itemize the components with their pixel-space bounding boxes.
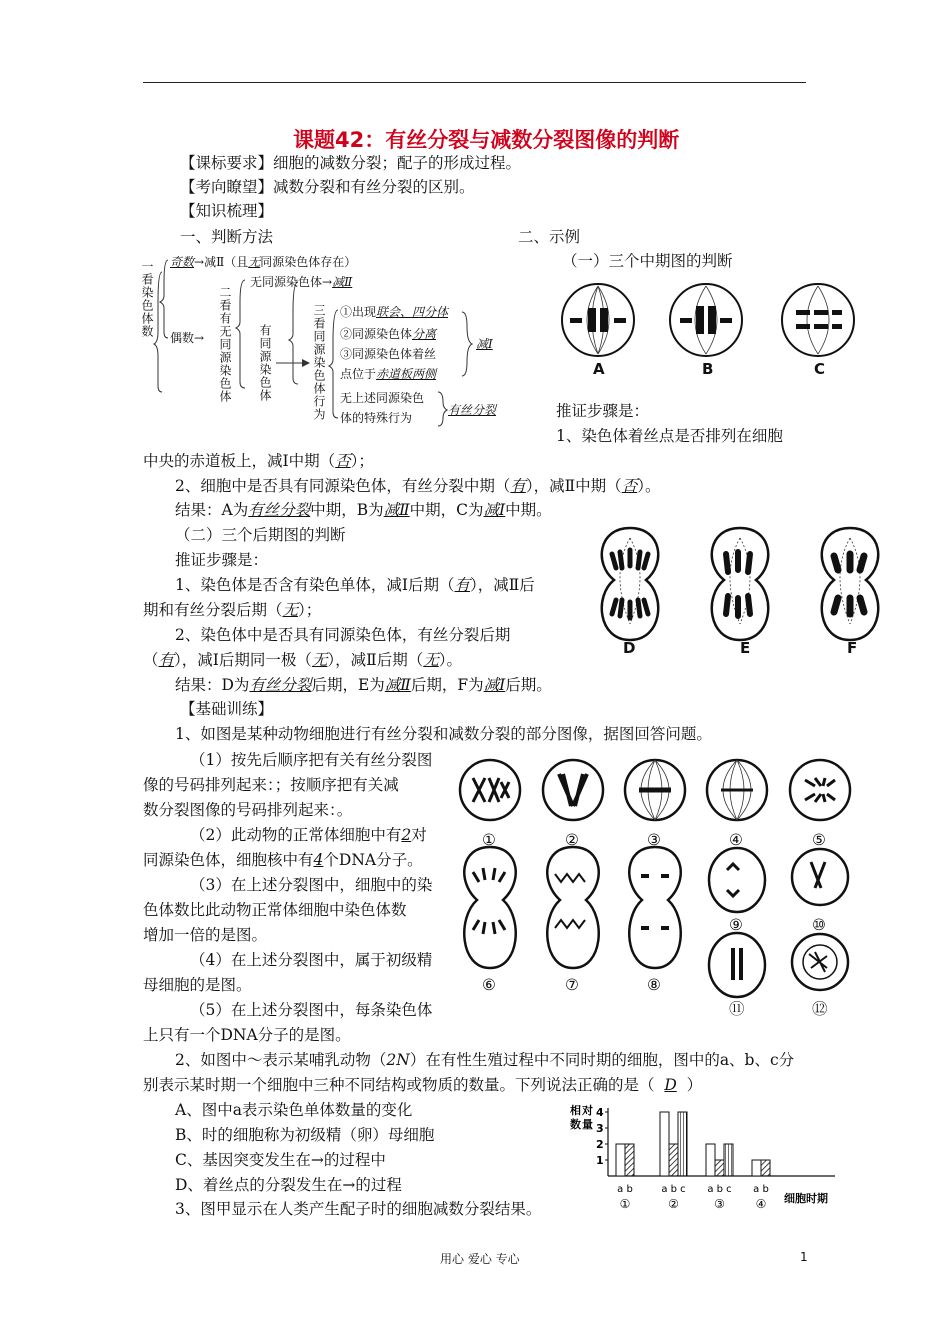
cell-c xyxy=(782,284,854,356)
q1-1a: （1）按先后顺序把有关有丝分裂图 xyxy=(190,751,433,769)
cell-2 xyxy=(543,760,603,820)
step-three-label: 三看同源染色体行为 xyxy=(312,304,326,421)
q1-1b: 像的号码排列起来：；按顺序把有关减 xyxy=(143,776,399,794)
mitosis-result: 有丝分裂 xyxy=(448,403,497,417)
q1-4b: 母细胞的是图。 xyxy=(143,976,252,994)
chart-ylabel-char: 相 xyxy=(570,1104,581,1117)
group-label: ③ xyxy=(714,1197,725,1211)
cell-12 xyxy=(792,934,848,990)
q1-1c: 数分裂图像的号码排列起来：。 xyxy=(143,801,353,819)
cell-11 xyxy=(709,933,765,997)
result2-line: 结果：D为有丝分裂后期，E为减Ⅱ后期，F为减Ⅰ后期。 xyxy=(175,676,552,694)
chart-ylabel xyxy=(570,1103,593,1131)
step-two-label: 二看有无同源染色体 xyxy=(218,286,232,403)
bar xyxy=(669,1144,678,1176)
option-c: C、基因突变发生在→的过程中 xyxy=(175,1151,386,1169)
q1-5b: 上只有一个DNA分子的是图。 xyxy=(143,1026,351,1044)
knowledge-heading: 【知识梳理】 xyxy=(180,202,274,220)
cell-b xyxy=(670,284,742,356)
even-branch: 偶数→ xyxy=(170,331,205,345)
q1-text: 1、如图是某种动物细胞进行有丝分裂和减数分裂的部分图像，据图回答问题。 xyxy=(175,725,712,743)
q1-3b: 色体数比此动物正常体细胞中染色体数 xyxy=(143,901,407,919)
cell-10 xyxy=(792,849,848,905)
cell-num-1: ① xyxy=(482,831,496,849)
category-letters: a b xyxy=(753,1184,769,1195)
cell-d xyxy=(602,528,658,640)
y-tick-label: 2 xyxy=(596,1138,604,1151)
bar xyxy=(715,1160,724,1176)
option-d: D、着丝点的分裂发生在→的过程 xyxy=(175,1176,402,1194)
s22-line2: （有），减Ⅰ后期同一极（无），减Ⅱ后期（无）。 xyxy=(143,651,462,669)
page-number: 1 xyxy=(800,1250,808,1264)
bar xyxy=(706,1144,715,1176)
cell-4 xyxy=(707,760,767,820)
q1-3a: （3）在上述分裂图中，细胞中的染 xyxy=(190,876,433,894)
cell-num-3: ③ xyxy=(647,831,661,849)
cell-9 xyxy=(709,848,765,912)
category-letters: a b c xyxy=(661,1184,686,1195)
curriculum-requirement: 【课标要求】细胞的减数分裂；配子的形成过程。 xyxy=(180,154,522,172)
cell-7 xyxy=(547,847,598,968)
steps-label-2: 推证步骤是： xyxy=(175,551,269,569)
bar xyxy=(625,1144,634,1176)
footer-center: 用心 爱心 专心 xyxy=(440,1252,520,1266)
behavior-3a: ③同源染色体着丝 xyxy=(340,347,437,361)
training-heading: 【基础训练】 xyxy=(180,700,274,718)
bar xyxy=(616,1144,625,1176)
q2-line1: 2、如图中～表示某哺乳动物（2N）在有性生殖过程中不同时期的细胞，图中的a、b、c分 xyxy=(175,1051,795,1069)
group-label: ④ xyxy=(755,1197,767,1211)
result1-line: 结果：A为有丝分裂中期，B为减Ⅱ中期，C为减Ⅰ中期。 xyxy=(175,501,552,519)
group-label: ① xyxy=(619,1197,631,1211)
cell-num-5: ⑤ xyxy=(812,831,826,849)
group-label: ② xyxy=(668,1197,679,1211)
exam-outlook: 【考向瞭望】减数分裂和有丝分裂的区别。 xyxy=(180,178,475,196)
cell-num-2: ② xyxy=(565,831,579,849)
chart-bars xyxy=(616,1112,770,1211)
label-f: F xyxy=(847,639,858,657)
anaphase-subheading: （二）三个后期图的判断 xyxy=(175,526,346,544)
y-tick-label: 3 xyxy=(596,1122,604,1135)
label-a: A xyxy=(593,360,605,378)
cell-5 xyxy=(790,760,850,820)
odd-branch: 奇数→减Ⅱ（且无同源染色体存在） xyxy=(170,255,357,269)
q3-text: 3、图甲显示在人类产生配子时的细胞减数分裂结果。 xyxy=(175,1200,542,1218)
metaphase-subheading: （一）三个中期图的判断 xyxy=(562,252,733,270)
cell-num-4: ④ xyxy=(729,831,743,849)
step2-line: 2、细胞中是否具有同源染色体，有丝分裂中期（有），减Ⅱ中期（否）。 xyxy=(175,477,661,495)
chart-ylabel-char: 对 xyxy=(582,1104,593,1117)
q1-3c: 增加一倍的是图。 xyxy=(143,926,268,944)
cell-1 xyxy=(460,760,520,820)
no-homolog-branch: 无同源染色体→减Ⅱ xyxy=(250,275,353,289)
method-heading: 一、判断方法 xyxy=(180,228,274,246)
cell-num-12: ⑫ xyxy=(812,1000,828,1018)
bar xyxy=(752,1160,761,1176)
label-b: B xyxy=(702,360,714,378)
behavior-4b: 体的特殊行为 xyxy=(340,411,413,425)
q1-4a: （4）在上述分裂图中，属于初级精 xyxy=(190,951,433,969)
chart-xlabel: 细胞时期 xyxy=(784,1192,828,1205)
header-rule xyxy=(143,82,806,83)
step1-line1: 1、染色体着丝点是否排列在细胞 xyxy=(556,427,783,445)
bar xyxy=(724,1144,733,1176)
cell-a xyxy=(562,284,634,356)
bar xyxy=(761,1160,770,1176)
q1-5a: （5）在上述分裂图中，每条染色体 xyxy=(190,1001,433,1019)
q2-line2: 别表示某时期一个细胞中三种不同结构或物质的数量。下列说法正确的是（ D ） xyxy=(143,1076,703,1094)
option-b: B、时的细胞称为初级精（卵）母细胞 xyxy=(175,1126,435,1144)
anaphase-figures xyxy=(588,524,888,649)
cell-num-9: ⑨ xyxy=(729,916,743,934)
category-letters: a b xyxy=(617,1184,633,1195)
has-homolog-label: 有同源染色体 xyxy=(258,324,272,402)
cell-num-7: ⑦ xyxy=(565,976,579,994)
s21-line2: 期和有丝分裂后期（无）； xyxy=(143,601,322,619)
bar xyxy=(660,1112,669,1176)
cell-num-11: ⑪ xyxy=(729,1000,745,1018)
step1-line2: 中央的赤道板上，减Ⅰ中期（否）； xyxy=(143,452,374,470)
page-title: 课题42：有丝分裂与减数分裂图像的判断 xyxy=(293,128,680,152)
behavior-1: ①出现联会、四分体 xyxy=(340,305,449,319)
cell-3 xyxy=(625,760,685,820)
cell-e xyxy=(712,528,768,640)
category-letters: a b c xyxy=(707,1184,732,1195)
behavior-4a: 无上述同源染色 xyxy=(340,391,425,405)
cell-num-10: ⑩ xyxy=(812,916,826,934)
behavior-2: ②同源染色体分离 xyxy=(340,327,437,341)
cell-f xyxy=(822,528,878,640)
chart-ylabel-char: 数 xyxy=(570,1118,581,1131)
behavior-3b: 点位于赤道板两侧 xyxy=(340,367,437,381)
steps-label: 推证步骤是： xyxy=(556,402,650,420)
label-d: D xyxy=(623,639,636,657)
meiosis-one-result: 减Ⅰ xyxy=(476,337,493,351)
bar-chart xyxy=(560,1100,850,1220)
s22-line1: 2、染色体中是否具有同源染色体，有丝分裂后期 xyxy=(175,626,511,644)
option-a: A、图中a表示染色单体数量的变化 xyxy=(175,1101,413,1119)
q1-2a: （2）此动物的正常体细胞中有2对 xyxy=(190,826,427,844)
cell-num-6: ⑥ xyxy=(482,976,496,994)
cell-num-8: ⑧ xyxy=(647,976,661,994)
method-diagram xyxy=(140,252,515,432)
cell-8 xyxy=(629,847,680,968)
s21-line1: 1、染色体是否含有染色单体，减Ⅰ后期（有），减Ⅱ后 xyxy=(175,576,535,594)
y-tick-label: 1 xyxy=(596,1154,604,1167)
cell-6 xyxy=(464,847,515,968)
label-e: E xyxy=(740,639,751,657)
bar xyxy=(678,1112,687,1176)
example-heading: 二、示例 xyxy=(518,228,581,246)
step-one-label: 一看染色体数 xyxy=(140,260,154,338)
q1-2b: 同源染色体，细胞核中有4个DNA分子。 xyxy=(143,851,423,869)
y-tick-label: 4 xyxy=(596,1106,604,1119)
chart-ylabel-char: 量 xyxy=(582,1118,593,1131)
label-c: C xyxy=(814,360,826,378)
